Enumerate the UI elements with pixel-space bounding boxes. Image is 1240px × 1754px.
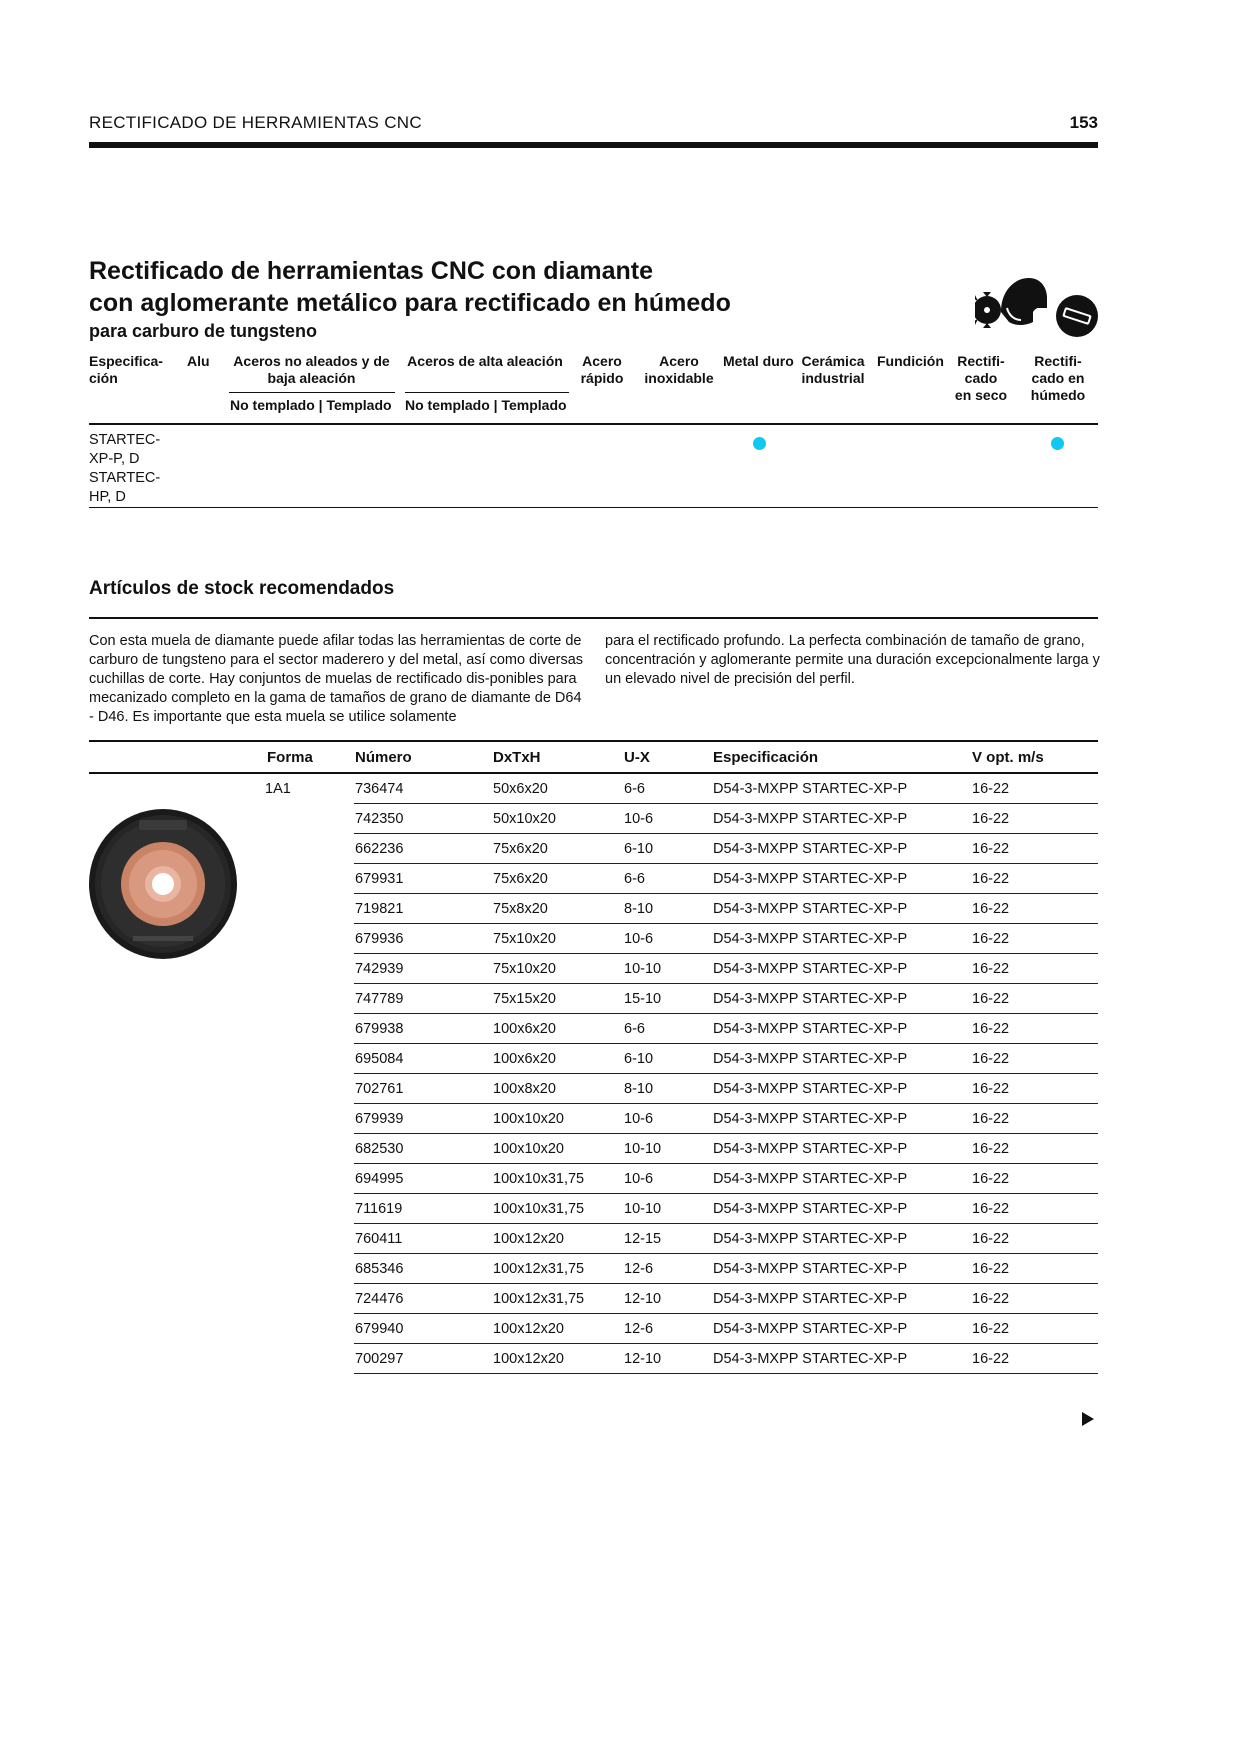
col-cast: Fundición (877, 353, 944, 369)
cell-numero: 742350 (355, 811, 404, 827)
page-number: 153 (1069, 113, 1098, 132)
cell-v-opt: 16-22 (972, 1111, 1010, 1127)
table-row (89, 804, 1098, 834)
next-page-arrow-icon[interactable] (1082, 1412, 1094, 1426)
cell-numero: 662236 (355, 841, 404, 857)
cell-ux: 6-10 (624, 1051, 654, 1067)
cell-dxtxh: 100x12x31,75 (493, 1261, 585, 1277)
cell-especificacion: D54-3-MXPP STARTEC-XP-P (713, 1231, 908, 1247)
intro-text-right: para el rectificado profundo. La perfecta combinación de tamaño de grano, concentración y aglomerante permite una duración excepcionalmente larga y un elevado nivel de precisión del perfil. (605, 633, 1100, 687)
col-low-alloy: Aceros no aleados y de baja aleación (233, 353, 390, 386)
cell-v-opt: 16-22 (972, 1231, 1010, 1247)
application-row-name: STARTEC- XP-P, D STARTEC- HP, D (89, 432, 161, 505)
cell-dxtxh: 75x6x20 (493, 841, 548, 857)
table-row (89, 894, 1098, 924)
table-row (89, 1344, 1098, 1374)
cell-dxtxh: 100x12x20 (493, 1351, 564, 1367)
cell-dxtxh: 100x10x31,75 (493, 1171, 585, 1187)
cell-ux: 10-6 (624, 811, 654, 827)
cell-numero: 742939 (355, 961, 404, 977)
cell-v-opt: 16-22 (972, 781, 1010, 797)
page-title-line-1: Rectificado de herramientas CNC con diamante (89, 257, 654, 285)
cell-dxtxh: 100x10x20 (493, 1111, 564, 1127)
col-dry: Rectifi- cado en seco (954, 353, 1008, 403)
table-row (89, 984, 1098, 1014)
table-row (89, 1254, 1098, 1284)
cell-dxtxh: 100x12x31,75 (493, 1291, 585, 1307)
table-row (89, 1284, 1098, 1314)
cell-ux: 10-6 (624, 1111, 654, 1127)
th-especificacion: Especificación (713, 749, 819, 766)
cell-especificacion: D54-3-MXPP STARTEC-XP-P (713, 1291, 908, 1307)
application-row (89, 425, 1098, 508)
suitability-dot-wet (1051, 437, 1064, 450)
cell-ux: 10-10 (624, 961, 662, 977)
cell-especificacion: D54-3-MXPP STARTEC-XP-P (713, 811, 908, 827)
table-row (89, 1014, 1098, 1044)
stock-rows (89, 774, 1098, 1374)
safety-icons (975, 272, 1100, 342)
cell-v-opt: 16-22 (972, 1321, 1010, 1337)
cell-v-opt: 16-22 (972, 871, 1010, 887)
cell-ux: 12-6 (624, 1261, 654, 1277)
col-spec: Especifica- ción (89, 353, 163, 386)
cell-dxtxh: 100x6x20 (493, 1051, 556, 1067)
cell-especificacion: D54-3-MXPP STARTEC-XP-P (713, 961, 908, 977)
col-alu: Alu (187, 353, 210, 369)
cell-ux: 10-6 (624, 931, 654, 947)
cell-especificacion: D54-3-MXPP STARTEC-XP-P (713, 1261, 908, 1277)
cell-ux: 8-10 (624, 901, 654, 917)
table-row (89, 1074, 1098, 1104)
cell-numero: 747789 (355, 991, 404, 1007)
table-row (89, 1224, 1098, 1254)
table-row (89, 864, 1098, 894)
cell-dxtxh: 100x10x20 (493, 1141, 564, 1157)
cell-ux: 10-6 (624, 1171, 654, 1187)
section-rule (89, 617, 1098, 619)
cell-numero: 736474 (355, 781, 404, 797)
cell-especificacion: D54-3-MXPP STARTEC-XP-P (713, 1051, 908, 1067)
intro-text-left: Con esta muela de diamante puede afilar todas las herramientas de corte de carburo de tungsteno para el sector maderero y del metal, así como diversas cuchillas de corte. Hay conjuntos de muelas de rectificado dis-ponibles para mecanizado completo en la gama de tamaños de grano de diamante de D64 - D46. Es importante que esta muela se utilice solamente (89, 633, 584, 725)
table-row (89, 834, 1098, 864)
cell-ux: 12-10 (624, 1351, 662, 1367)
cell-dxtxh: 50x6x20 (493, 781, 548, 797)
header-rule (89, 142, 1098, 148)
section-title: Artículos de stock recomendados (89, 578, 395, 599)
cell-ux: 10-10 (624, 1201, 662, 1217)
table-row (89, 774, 1098, 804)
cell-numero: 719821 (355, 901, 404, 917)
stock-table-body (89, 774, 1098, 1374)
cell-especificacion: D54-3-MXPP STARTEC-XP-P (713, 1171, 908, 1187)
cell-v-opt: 16-22 (972, 1081, 1010, 1097)
cell-dxtxh: 75x10x20 (493, 961, 556, 977)
cell-v-opt: 16-22 (972, 1351, 1010, 1367)
page-title-line-2: con aglomerante metálico para rectificado en húmedo (89, 289, 731, 317)
cell-v-opt: 16-22 (972, 931, 1010, 947)
cell-ux: 8-10 (624, 1081, 654, 1097)
cell-especificacion: D54-3-MXPP STARTEC-XP-P (713, 871, 908, 887)
table-row (89, 1164, 1098, 1194)
cell-especificacion: D54-3-MXPP STARTEC-XP-P (713, 991, 908, 1007)
cell-numero: 679939 (355, 1111, 404, 1127)
cell-v-opt: 16-22 (972, 1201, 1010, 1217)
cell-dxtxh: 100x10x31,75 (493, 1201, 585, 1217)
cell-v-opt: 16-22 (972, 1141, 1010, 1157)
table-row (89, 1194, 1098, 1224)
cell-dxtxh: 50x10x20 (493, 811, 556, 827)
cell-v-opt: 16-22 (972, 1291, 1010, 1307)
th-v-opt: V opt. m/s (972, 749, 1044, 766)
cell-v-opt: 16-22 (972, 841, 1010, 857)
cell-especificacion: D54-3-MXPP STARTEC-XP-P (713, 1201, 908, 1217)
cell-numero: 695084 (355, 1051, 404, 1067)
cell-especificacion: D54-3-MXPP STARTEC-XP-P (713, 1021, 908, 1037)
sub-header-high-alloy: No templado | Templado (405, 397, 567, 413)
cell-ux: 12-10 (624, 1291, 662, 1307)
cell-ux: 6-6 (624, 1021, 645, 1037)
cell-dxtxh: 100x12x20 (493, 1321, 564, 1337)
cell-v-opt: 16-22 (972, 991, 1010, 1007)
cell-numero: 685346 (355, 1261, 404, 1277)
cell-especificacion: D54-3-MXPP STARTEC-XP-P (713, 931, 908, 947)
title-block (89, 255, 949, 342)
cell-v-opt: 16-22 (972, 1261, 1010, 1277)
cell-numero: 711619 (355, 1201, 403, 1217)
cell-dxtxh: 100x12x20 (493, 1231, 564, 1247)
cell-dxtxh: 75x10x20 (493, 931, 556, 947)
cell-numero: 760411 (355, 1231, 403, 1247)
cell-dxtxh: 75x8x20 (493, 901, 548, 917)
forma-value: 1A1 (265, 781, 291, 797)
table-row (89, 1314, 1098, 1344)
cell-dxtxh: 100x8x20 (493, 1081, 556, 1097)
cell-ux: 6-6 (624, 781, 645, 797)
sub-rule-low-alloy (229, 392, 395, 393)
th-numero: Número (355, 749, 412, 766)
cell-dxtxh: 75x15x20 (493, 991, 556, 1007)
table-row (89, 1044, 1098, 1074)
col-stainless: Acero inoxidable (644, 353, 714, 386)
cell-ux: 12-15 (624, 1231, 662, 1247)
sub-rule-high-alloy (405, 392, 569, 393)
cell-especificacion: D54-3-MXPP STARTEC-XP-P (713, 781, 908, 797)
col-high-alloy: Aceros de alta aleación (407, 353, 563, 369)
stock-table (89, 740, 1098, 1374)
col-hss: Acero rápido (580, 353, 624, 386)
th-ux: U-X (624, 749, 650, 766)
table-row (89, 1104, 1098, 1134)
cell-ux: 15-10 (624, 991, 662, 1007)
cell-v-opt: 16-22 (972, 811, 1010, 827)
cell-ux: 6-10 (624, 841, 654, 857)
cell-v-opt: 16-22 (972, 1051, 1010, 1067)
col-carbide: Metal duro (723, 353, 794, 369)
cell-especificacion: D54-3-MXPP STARTEC-XP-P (713, 901, 908, 917)
cell-dxtxh: 100x6x20 (493, 1021, 556, 1037)
stock-table-header (89, 740, 1098, 774)
cell-numero: 679940 (355, 1321, 404, 1337)
cell-v-opt: 16-22 (972, 1171, 1010, 1187)
cell-especificacion: D54-3-MXPP STARTEC-XP-P (713, 1321, 908, 1337)
cell-ux: 12-6 (624, 1321, 654, 1337)
cell-especificacion: D54-3-MXPP STARTEC-XP-P (713, 841, 908, 857)
cell-especificacion: D54-3-MXPP STARTEC-XP-P (713, 1081, 908, 1097)
cell-v-opt: 16-22 (972, 1021, 1010, 1037)
sub-header-low-alloy: No templado | Templado (230, 397, 392, 413)
suitability-dot-carbide (753, 437, 766, 450)
cell-numero: 724476 (355, 1291, 404, 1307)
cell-ux: 6-6 (624, 871, 645, 887)
cell-v-opt: 16-22 (972, 961, 1010, 977)
th-dxtxh: DxTxH (493, 749, 541, 766)
col-wet: Rectifi- cado en húmedo (1030, 353, 1086, 403)
cell-especificacion: D54-3-MXPP STARTEC-XP-P (713, 1351, 908, 1367)
cell-ux: 10-10 (624, 1141, 662, 1157)
application-table-header (89, 353, 1098, 425)
cell-dxtxh: 75x6x20 (493, 871, 548, 887)
table-row (89, 1134, 1098, 1164)
wet-grinding-icon (1055, 294, 1099, 338)
cell-especificacion: D54-3-MXPP STARTEC-XP-P (713, 1141, 908, 1157)
col-ceramic: Cerámica industrial (801, 353, 865, 386)
table-row (89, 924, 1098, 954)
page-subtitle: para carburo de tungsteno (89, 321, 318, 341)
th-forma: Forma (267, 749, 313, 766)
cell-v-opt: 16-22 (972, 901, 1010, 917)
cell-numero: 679938 (355, 1021, 404, 1037)
running-title: RECTIFICADO DE HERRAMIENTAS CNC (89, 113, 422, 132)
cell-numero: 694995 (355, 1171, 404, 1187)
cell-numero: 700297 (355, 1351, 404, 1367)
cell-numero: 679931 (355, 871, 404, 887)
cell-especificacion: D54-3-MXPP STARTEC-XP-P (713, 1111, 908, 1127)
table-row (89, 954, 1098, 984)
cell-numero: 679936 (355, 931, 404, 947)
cell-numero: 682530 (355, 1141, 404, 1157)
cell-numero: 702761 (355, 1081, 404, 1097)
application-table (89, 353, 1098, 508)
